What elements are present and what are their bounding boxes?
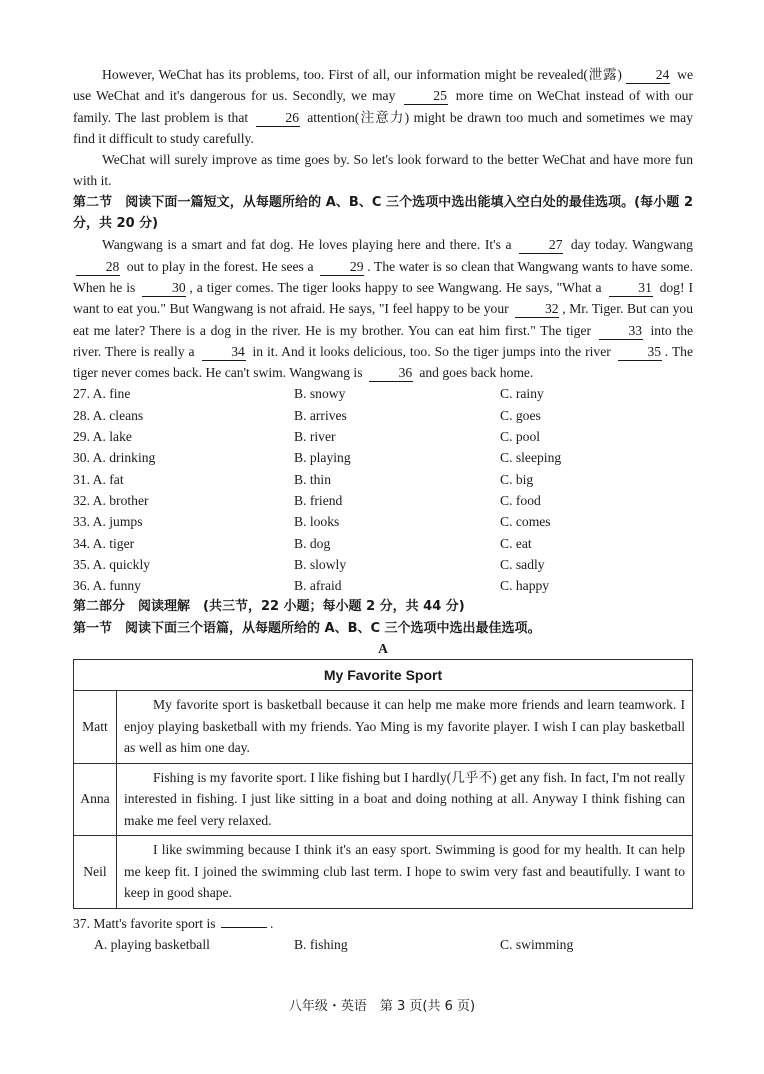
blank-27: 27 [519, 237, 563, 254]
option-b: B. snowy [294, 386, 346, 402]
choice-c: C. swimming [500, 936, 574, 952]
option-c: C. big [500, 471, 534, 487]
section-heading: 第二节 阅读下面一篇短文，从每题所给的 A、B、C 三个选项中选出能填入空白处的最佳选项。(每小题 2 分，共 20 分) [73, 194, 693, 232]
option-row [73, 383, 693, 404]
statement-text: Fishing is my favorite sport. I like fishing but I hardly(几乎不) get any fish. In fact, I'm not really interested in fishing. I just like sitting in a boat and doing nothing at all. Anyway I think fishing can make me feel very relaxed. [124, 769, 685, 828]
passage-text: However, WeChat has its problems, too. First of all, our information might be revealed(泄露) [102, 67, 622, 82]
option-c: C. happy [500, 578, 550, 594]
blank-36: 36 [369, 365, 413, 382]
passage-text: more time on WeChat instead of with our family. The last problem is that [73, 88, 693, 125]
option-a: 32. A. brother [73, 492, 149, 508]
option-b: B. playing [294, 450, 351, 466]
option-row [73, 447, 693, 468]
option-c: C. food [500, 492, 541, 508]
option-b: B. arrives [294, 407, 347, 423]
person-name: Neil [74, 836, 117, 909]
question-stem: 37. Matt's favorite sport is [73, 915, 216, 931]
option-a: 27. A. fine [73, 386, 131, 402]
option-c: C. rainy [500, 386, 544, 402]
cloze-paragraph [73, 234, 693, 383]
option-row [73, 533, 693, 554]
person-statement [117, 691, 693, 764]
passage-letter: A [378, 641, 388, 657]
exam-page [73, 64, 693, 956]
cloze-text: in it. And it looks delicious, too. So the tiger jumps into the river [252, 343, 611, 359]
option-b: B. looks [294, 514, 340, 530]
option-b: B. river [294, 429, 336, 445]
section-heading: 第一节 阅读下面三个语篇，从每题所给的 A、B、C 三个选项中选出最佳选项。 [73, 620, 541, 636]
option-row [73, 490, 693, 511]
person-statement [117, 763, 693, 836]
table-header-row [74, 660, 693, 691]
statement-text: I like swimming because I think it's an easy sport. Swimming is good for my health. It can help me keep fit. I joined the swimming club last term. I hope to swim very fast and beautifully. I want to keep in good shape. [124, 842, 685, 901]
option-row [73, 469, 693, 490]
blank-34: 34 [202, 344, 246, 361]
passage-paragraph [73, 64, 693, 149]
cloze-text: out to play in the forest. He sees a [126, 258, 314, 274]
blank-24: 24 [626, 67, 670, 84]
answer-blank [221, 927, 267, 928]
option-b: B. thin [294, 471, 332, 487]
option-c: C. sadly [500, 556, 545, 572]
cloze-text: and goes back home. [419, 365, 534, 381]
cloze-text: Wangwang is a smart and fat dog. He loves playing here and there. It's a [102, 237, 512, 253]
option-a: 36. A. funny [73, 578, 141, 594]
blank-31: 31 [609, 280, 653, 297]
option-row [73, 511, 693, 532]
table-row [74, 836, 693, 909]
option-b: B. friend [294, 492, 343, 508]
choice-a: A. playing basketball [94, 936, 210, 952]
table-row [74, 691, 693, 764]
blank-33: 33 [599, 323, 643, 340]
option-a: 34. A. tiger [73, 535, 135, 551]
option-row [73, 426, 693, 447]
option-b: B. slowly [294, 556, 347, 572]
cloze-text: , a tiger comes. The tiger looks happy to see Wangwang. He says, "What a [189, 279, 602, 295]
option-row [73, 405, 693, 426]
option-a: 30. A. drinking [73, 450, 156, 466]
question-end: . [269, 915, 274, 931]
option-c: C. comes [500, 514, 551, 530]
passage-text: we use WeChat and it's dangerous for us. Secondly, we may [73, 67, 693, 104]
question-37 [73, 913, 693, 934]
option-a: 29. A. lake [73, 429, 132, 445]
cloze-text: dog! I want to eat you." But Wangwang is not afraid. He says, "I feel happy to be your [73, 279, 693, 317]
favorite-sport-table [73, 659, 693, 909]
part-heading: 第二部分 阅读理解 (共三节，22 小题；每小题 2 分，共 44 分) [73, 599, 465, 615]
person-statement [117, 836, 693, 909]
person-name: Anna [74, 763, 117, 836]
blank-35: 35 [618, 344, 662, 361]
blank-28: 28 [76, 259, 120, 276]
option-row [73, 575, 693, 596]
cloze-text: day today. Wangwang [570, 237, 693, 253]
question-37-choices [73, 934, 693, 956]
page-footer: 八年级・英语 第 3 页(共 6 页) [288, 999, 476, 1014]
option-a: 31. A. fat [73, 471, 124, 487]
blank-30: 30 [142, 280, 186, 297]
option-b: B. dog [294, 535, 331, 551]
table-title: My Favorite Sport [74, 660, 693, 691]
option-a: 35. A. quickly [73, 556, 151, 572]
blank-32: 32 [515, 301, 559, 318]
cloze-text: . The water is so clean that Wangwang wants to have some. When he is [73, 258, 693, 295]
cloze-text: , Mr. Tiger. But can you eat me later? There is a dog in the river. He is my brother. You can eat him first." The tiger [73, 301, 693, 338]
option-a: 28. A. cleans [73, 407, 144, 423]
option-c: C. pool [500, 429, 541, 445]
blank-29: 29 [320, 259, 364, 276]
answer-options [73, 383, 693, 596]
passage-paragraph: WeChat will surely improve as time goes by. So let's look forward to the better WeChat and have more fun with it. [73, 152, 693, 189]
option-c: C. eat [500, 535, 532, 551]
option-c: C. sleeping [500, 450, 562, 466]
passage-text: attention(注意力) might be drawn too much and sometimes we may find it difficult to study carefully. [73, 109, 693, 146]
blank-26: 26 [256, 110, 300, 127]
blank-25: 25 [404, 88, 448, 105]
table-row [74, 763, 693, 836]
option-c: C. goes [500, 407, 541, 423]
option-b: B. afraid [294, 578, 342, 594]
option-row [73, 554, 693, 575]
cloze-text: . The tiger never comes back. He can't swim. Wangwang is [73, 343, 693, 381]
cloze-text: into the river. There is really a [73, 322, 694, 359]
statement-text: My favorite sport is basketball because it can help me make more friends and learn teamwork. I enjoy playing basketball with my friends. Yao Ming is my favorite player. I wish I can play basketball as well as him one day. [124, 697, 685, 756]
person-name: Matt [74, 691, 117, 764]
option-a: 33. A. jumps [73, 514, 143, 530]
choice-b: B. fishing [294, 936, 348, 952]
